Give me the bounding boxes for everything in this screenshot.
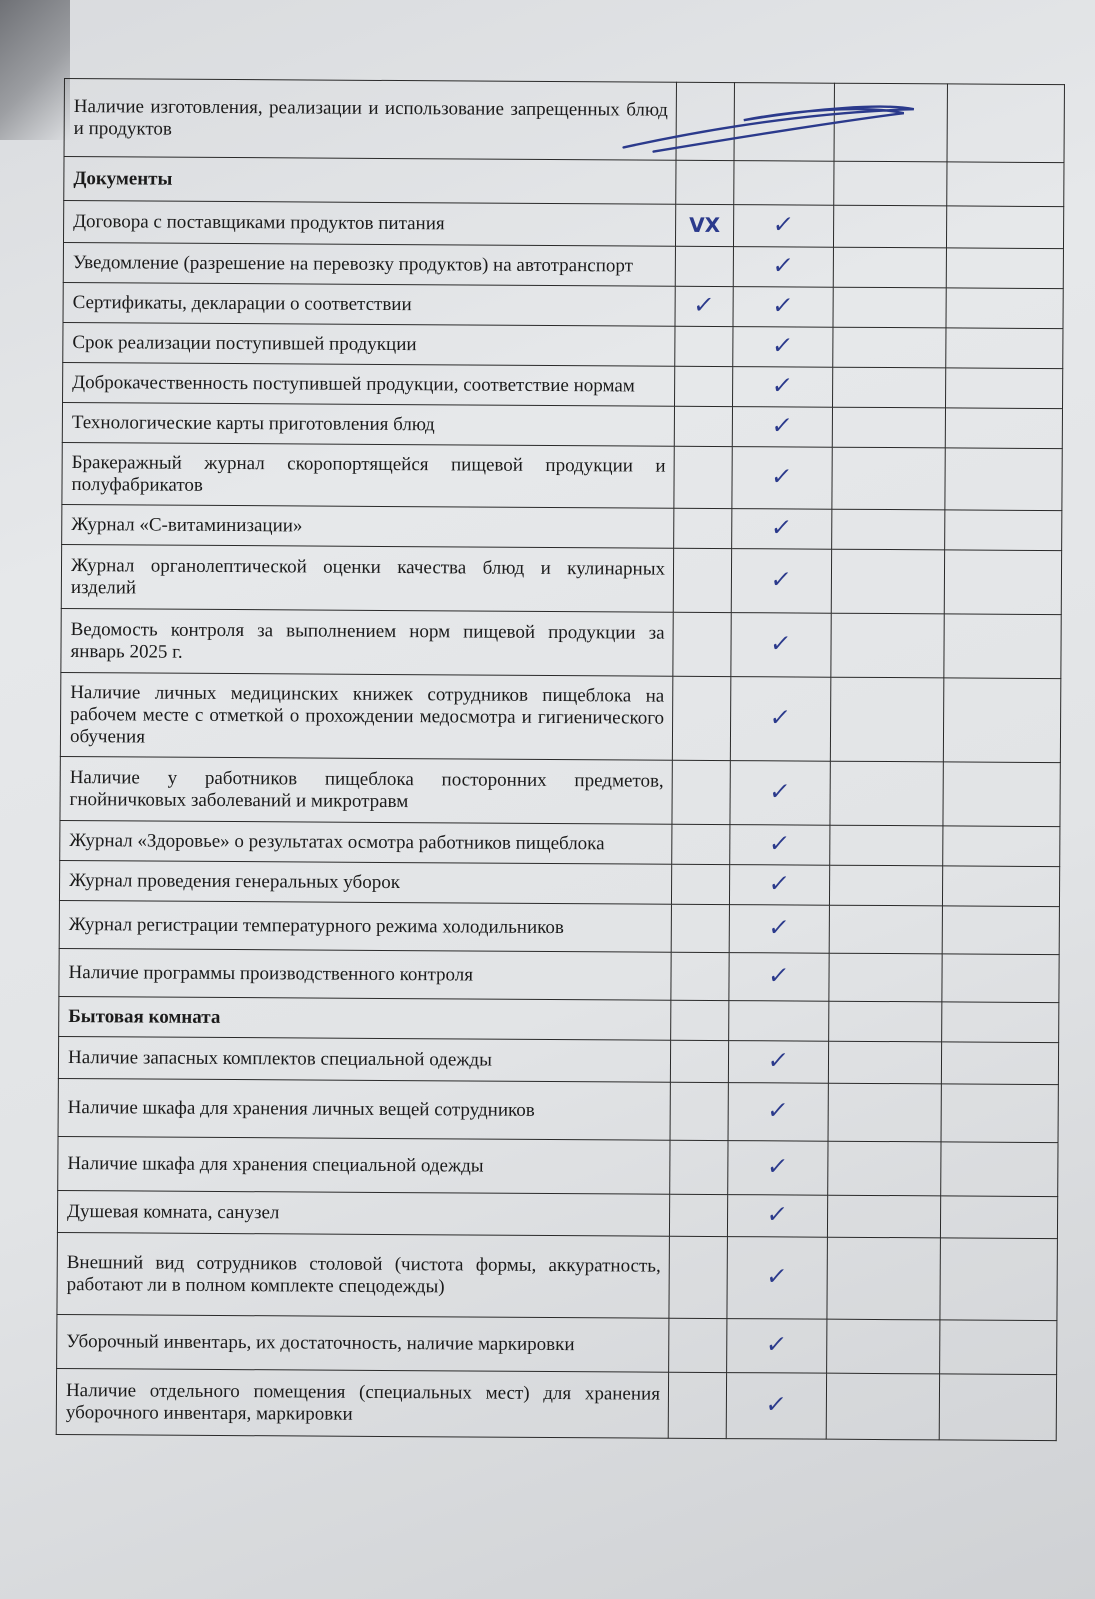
mark-cell-3 <box>828 1041 941 1084</box>
item-text: Журнал органолептической оценки качества блюд и кулинарных изделий <box>61 544 673 612</box>
mark-cell-2 <box>729 905 829 954</box>
check-mark-icon: ✓ <box>766 1046 791 1075</box>
table-row <box>63 282 1063 328</box>
mark-cell-1 <box>675 326 733 366</box>
item-text: Договора с поставщиками продуктов питания <box>63 201 675 247</box>
check-mark-icon: ✓ <box>771 210 796 239</box>
table-row <box>57 1190 1057 1238</box>
table-row <box>62 402 1062 448</box>
mark-cell-3 <box>830 825 943 866</box>
table-row <box>63 322 1063 368</box>
mark-cell-1 <box>674 508 732 548</box>
item-text: Наличие шкафа для хранения личных вещей сотрудников <box>58 1078 670 1140</box>
table-row <box>59 860 1059 906</box>
mark-cell-4 <box>943 826 1060 867</box>
item-text: Наличие у работников пищеблока посторонних предметов, гнойничковых заболеваний и микротравм <box>60 756 672 824</box>
mark-cell-3 <box>830 761 943 826</box>
mark-cell-3 <box>827 1237 940 1320</box>
mark-cell-4 <box>947 162 1064 207</box>
mark-cell-2 <box>728 1083 828 1142</box>
checklist-table <box>56 78 1065 1441</box>
section-row <box>64 157 1064 207</box>
table-row <box>61 544 1061 614</box>
mark-cell-2 <box>733 205 833 248</box>
mark-cell-4 <box>940 1196 1057 1239</box>
mark-cell-4 <box>945 448 1062 511</box>
photo-shadow <box>0 0 70 140</box>
mark-cell-1 <box>673 612 731 676</box>
mark-cell-3 <box>833 287 946 328</box>
table-row <box>64 79 1064 163</box>
item-text: Наличие запасных комплектов специальной одежды <box>58 1036 670 1082</box>
table-row <box>56 1368 1056 1440</box>
check-mark-icon: ✓ <box>765 1152 790 1181</box>
mark-cell-1 <box>669 1236 727 1318</box>
item-text: Уведомление (разрешение на перевозку продуктов) на автотранспорт <box>63 242 675 286</box>
mark-cell-4 <box>942 954 1059 1003</box>
mark-cell-1 <box>676 82 734 160</box>
mark-cell-2 <box>730 761 830 826</box>
mark-cell-2 <box>727 1319 827 1374</box>
item-text: Журнал «Здоровье» о результатах осмотра работников пищеблока <box>60 820 672 864</box>
mark-cell-1 <box>669 1194 727 1236</box>
mark-cell-2 <box>728 1141 828 1196</box>
check-mark-icon: ✓ <box>764 1390 789 1419</box>
check-mark-icon: ✓ <box>771 251 796 280</box>
check-mark-icon: ✓ <box>770 411 795 440</box>
table-row <box>58 1136 1058 1196</box>
check-mark-icon: ✓ <box>766 961 792 990</box>
check-mark-icon: ✓ <box>767 829 792 858</box>
mark-cell-3 <box>831 549 944 614</box>
mark-cell-1 <box>670 1040 728 1082</box>
item-text: Наличие отдельного помещения (специальных мест) для хранения уборочного инвентаря, маркировки <box>56 1368 668 1438</box>
mark-cell-4 <box>943 762 1060 827</box>
item-text: Технологические карты приготовления блюд <box>62 402 674 446</box>
mark-cell-3 <box>831 613 944 678</box>
check-mark-icon: ✓ <box>765 1262 790 1291</box>
item-text: Наличие изготовления, реализации и использование запрещенных блюд и продуктов <box>64 79 676 161</box>
mark-cell-2 <box>729 1001 829 1042</box>
check-mark-icon: ✓ <box>769 565 794 594</box>
mark-cell-1 <box>674 446 732 508</box>
mark-cell-2 <box>733 367 833 408</box>
check-mark-icon: ✓ <box>767 869 792 898</box>
mark-cell-3 <box>832 509 945 550</box>
mark-cell-3 <box>827 1195 940 1238</box>
mark-cell-2 <box>726 1373 826 1440</box>
cross-mark-icon: ⅤX <box>689 212 721 237</box>
mark-cell-4 <box>946 206 1063 249</box>
mark-cell-3 <box>833 247 946 288</box>
table-row <box>57 1232 1057 1320</box>
mark-cell-3 <box>828 1083 941 1142</box>
mark-cell-1 <box>670 1082 728 1140</box>
mark-cell-3 <box>833 205 946 248</box>
mark-cell-1 <box>670 1140 728 1194</box>
mark-cell-1 <box>668 1372 726 1438</box>
check-mark-icon: ✓ <box>764 1330 789 1359</box>
table-row <box>60 672 1060 762</box>
mark-cell-2 <box>729 865 829 906</box>
mark-cell-1 <box>671 904 729 952</box>
mark-cell-1 <box>669 1318 727 1372</box>
mark-cell-2 <box>733 327 833 368</box>
item-text: Журнал проведения генеральных уборок <box>59 860 671 904</box>
mark-cell-4 <box>942 1002 1059 1043</box>
check-mark-icon: ✓ <box>769 513 794 542</box>
mark-cell-4 <box>939 1374 1056 1441</box>
table-row <box>58 1078 1058 1142</box>
check-mark-icon: ✓ <box>765 1200 790 1229</box>
mark-cell-3 <box>829 865 942 906</box>
mark-cell-1 <box>672 760 730 824</box>
mark-cell-4 <box>941 1084 1058 1143</box>
table-row <box>63 362 1063 408</box>
mark-cell-4 <box>942 906 1059 955</box>
check-mark-icon: ✓ <box>770 331 795 360</box>
mark-cell-4 <box>944 550 1061 615</box>
table-row <box>61 608 1061 678</box>
mark-cell-3 <box>833 327 946 368</box>
mark-cell-1 <box>672 676 731 760</box>
item-text: Сертификаты, декларации о соответствии <box>63 282 675 326</box>
item-text: Наличие программы производственного контроля <box>59 948 671 1000</box>
item-text: Уборочный инвентарь, их достаточность, наличие маркировки <box>57 1314 669 1372</box>
table-row <box>63 201 1063 249</box>
mark-cell-4 <box>946 328 1063 369</box>
item-text: Внешний вид сотрудников столовой (чистота формы, аккуратность, работают ли в полном комплекте спецодежды) <box>57 1232 669 1318</box>
mark-cell-4 <box>941 1142 1058 1197</box>
mark-cell-4 <box>941 1042 1058 1085</box>
mark-cell-3 <box>829 1001 942 1042</box>
mark-cell-3 <box>834 161 947 206</box>
item-text: Доброкачественность поступившей продукции, соответствие нормам <box>63 362 675 406</box>
mark-cell-2 <box>734 161 834 206</box>
mark-cell-1 <box>671 864 729 904</box>
check-mark-icon: ✓ <box>692 290 717 319</box>
mark-cell-1 <box>671 952 729 1000</box>
mark-cell-2 <box>729 953 829 1002</box>
mark-cell-1 <box>675 286 733 326</box>
table-row <box>62 442 1062 510</box>
mark-cell-4 <box>942 866 1059 907</box>
mark-cell-2 <box>734 83 834 162</box>
mark-cell-2 <box>732 447 832 510</box>
table-row <box>59 948 1059 1002</box>
mark-cell-2 <box>731 549 831 614</box>
mark-cell-4 <box>945 510 1062 551</box>
mark-cell-3 <box>828 1141 941 1196</box>
mark-cell-4 <box>943 678 1061 763</box>
mark-cell-3 <box>832 407 945 448</box>
mark-cell-3 <box>829 905 942 954</box>
mark-cell-3 <box>832 447 945 510</box>
mark-cell-1 <box>675 246 733 286</box>
item-text: Журнал регистрации температурного режима холодильников <box>59 900 671 952</box>
check-mark-icon: ✓ <box>768 629 794 658</box>
mark-cell-3 <box>827 1319 940 1374</box>
item-text: Наличие личных медицинских книжек сотрудников пищеблока на рабочем месте с отметкой о прохождении медосмотра и гигиенического обучения <box>60 672 673 760</box>
mark-cell-3 <box>833 367 946 408</box>
mark-cell-2 <box>727 1195 827 1238</box>
mark-cell-4 <box>945 408 1062 449</box>
mark-cell-2 <box>730 825 830 866</box>
mark-cell-4 <box>946 248 1063 289</box>
mark-cell-4 <box>947 84 1064 163</box>
mark-cell-1 <box>676 160 734 204</box>
table-row <box>58 1036 1058 1084</box>
checklist-body <box>56 79 1064 1441</box>
mark-cell-2 <box>732 509 832 550</box>
section-row <box>59 996 1059 1042</box>
mark-cell-1 <box>672 824 730 864</box>
mark-cell-2 <box>732 407 832 448</box>
item-text: Наличие шкафа для хранения специальной одежды <box>58 1136 670 1194</box>
mark-cell-2 <box>733 247 833 288</box>
check-mark-icon: ✓ <box>768 777 793 806</box>
item-text: Журнал «С-витаминизации» <box>62 504 674 548</box>
mark-cell-4 <box>946 288 1063 329</box>
mark-cell-1 <box>675 204 733 246</box>
mark-cell-1 <box>673 548 731 612</box>
table-row <box>63 242 1063 288</box>
item-text: Бракеражный журнал скоропортящейся пищевой продукции и полуфабрикатов <box>62 442 674 508</box>
item-text: Душевая комната, санузел <box>57 1190 669 1236</box>
mark-cell-3 <box>834 83 947 162</box>
section-title: Бытовая комната <box>59 996 671 1040</box>
check-mark-icon: ✓ <box>770 371 795 400</box>
table-row <box>62 504 1062 550</box>
mark-cell-2 <box>730 677 831 762</box>
table-row <box>57 1314 1057 1374</box>
item-text: Ведомость контроля за выполнением норм пищевой продукции за январь 2025 г. <box>61 608 673 676</box>
check-mark-icon: ✓ <box>769 462 795 491</box>
mark-cell-2 <box>731 613 831 678</box>
mark-cell-4 <box>940 1238 1057 1321</box>
mark-cell-1 <box>675 366 733 406</box>
mark-cell-4 <box>940 1320 1057 1375</box>
mark-cell-1 <box>671 1000 729 1040</box>
mark-cell-3 <box>829 953 942 1002</box>
table-row <box>60 820 1060 866</box>
mark-cell-4 <box>946 368 1063 409</box>
mark-cell-2 <box>733 287 833 328</box>
item-text: Срок реализации поступившей продукции <box>63 322 675 366</box>
mark-cell-2 <box>728 1041 828 1084</box>
section-title: Документы <box>64 157 676 205</box>
table-row <box>60 756 1060 826</box>
mark-cell-3 <box>830 677 944 762</box>
mark-cell-2 <box>727 1237 827 1320</box>
check-mark-icon: ✓ <box>767 913 792 942</box>
mark-cell-4 <box>944 614 1061 679</box>
checklist-sheet <box>56 78 1064 1441</box>
check-mark-icon: ✓ <box>771 291 796 320</box>
table-row <box>59 900 1059 954</box>
check-mark-icon: ✓ <box>768 703 793 732</box>
mark-cell-3 <box>826 1373 939 1440</box>
check-mark-icon: ✓ <box>766 1096 791 1125</box>
mark-cell-1 <box>674 406 732 446</box>
